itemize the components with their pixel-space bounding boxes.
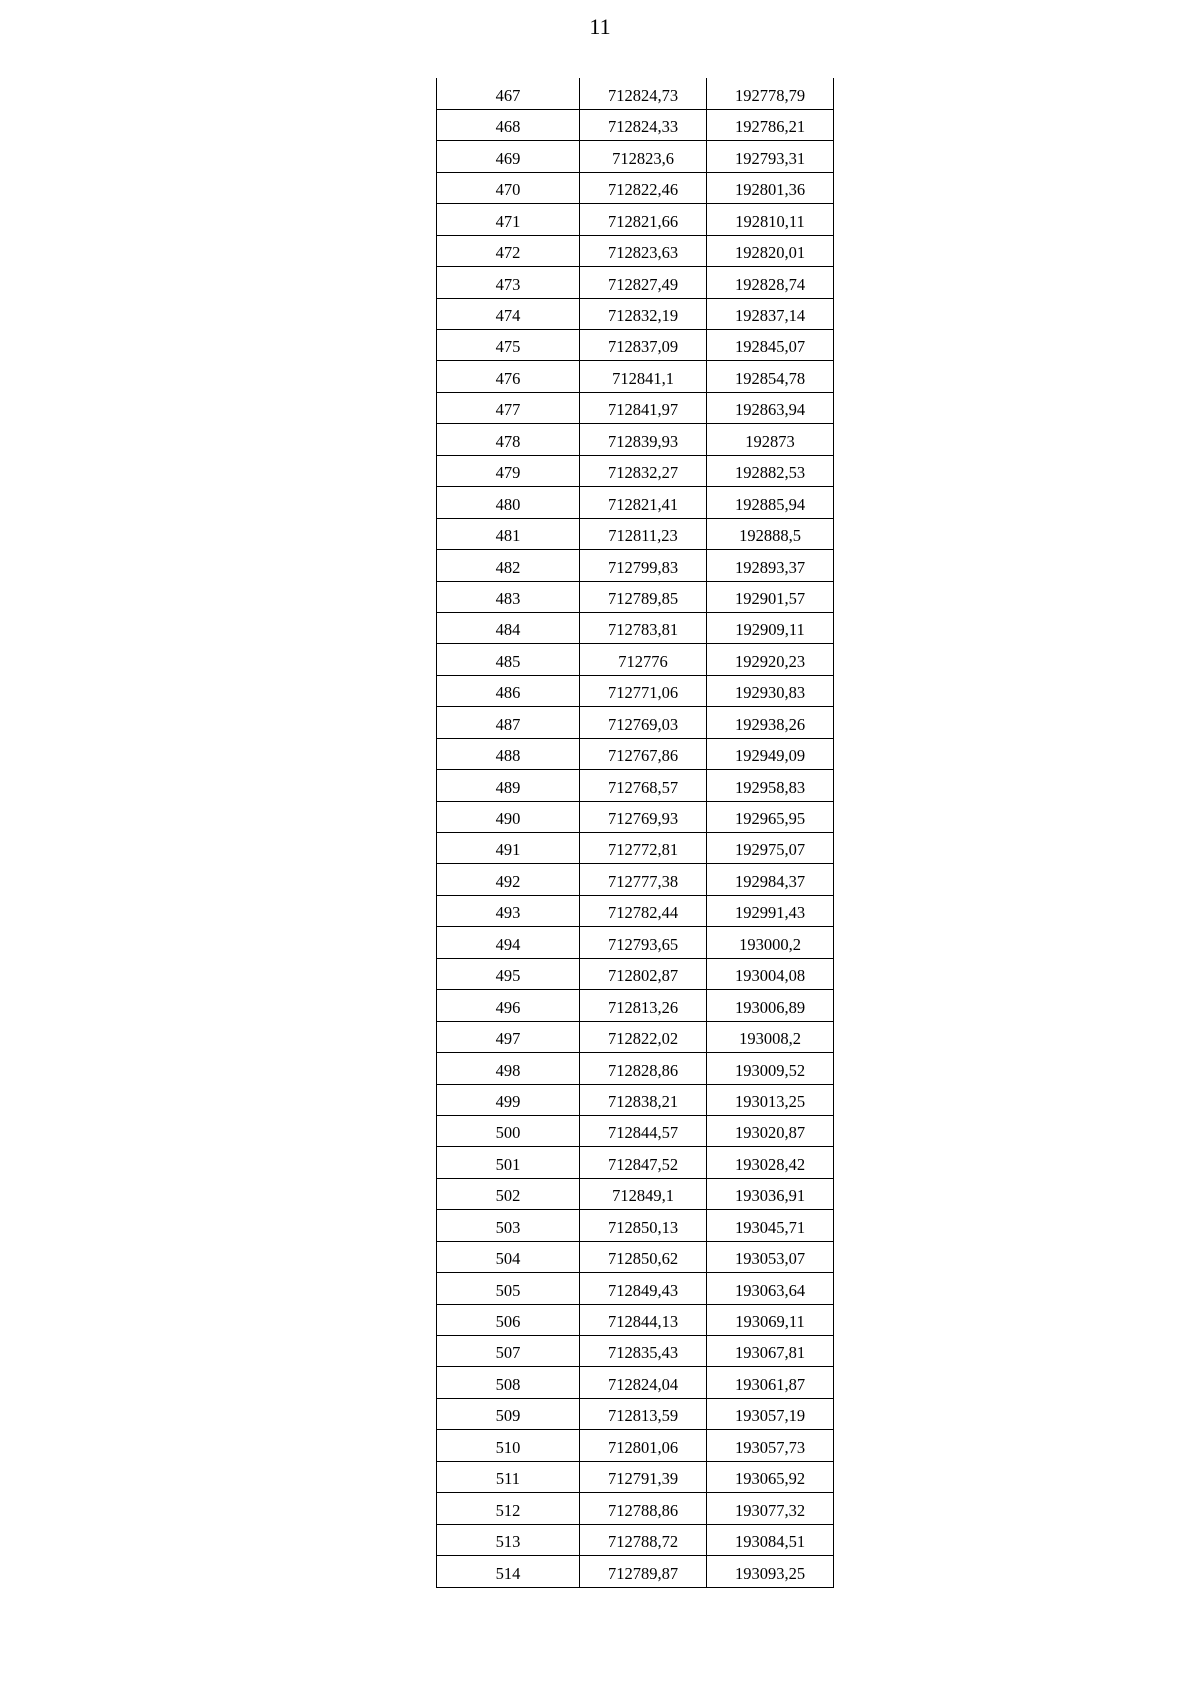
point-number-cell: 504 <box>437 1241 580 1272</box>
x-coordinate-cell: 712821,41 <box>580 487 707 518</box>
y-coordinate-cell: 193061,87 <box>707 1367 834 1398</box>
point-number-cell: 496 <box>437 990 580 1021</box>
table-row <box>437 864 834 895</box>
point-number-cell: 489 <box>437 770 580 801</box>
table-row <box>437 1178 834 1209</box>
table-row <box>437 392 834 423</box>
point-number-cell: 472 <box>437 235 580 266</box>
y-coordinate-cell: 193045,71 <box>707 1210 834 1241</box>
y-coordinate-cell: 192930,83 <box>707 675 834 706</box>
point-number-cell: 491 <box>437 833 580 864</box>
y-coordinate-cell: 193013,25 <box>707 1084 834 1115</box>
table-row <box>437 330 834 361</box>
x-coordinate-cell: 712832,19 <box>580 298 707 329</box>
x-coordinate-cell: 712769,93 <box>580 801 707 832</box>
x-coordinate-cell: 712838,21 <box>580 1084 707 1115</box>
y-coordinate-cell: 192888,5 <box>707 518 834 549</box>
y-coordinate-cell: 193009,52 <box>707 1053 834 1084</box>
x-coordinate-cell: 712801,06 <box>580 1430 707 1461</box>
y-coordinate-cell: 192949,09 <box>707 738 834 769</box>
y-coordinate-cell: 192885,94 <box>707 487 834 518</box>
table-row <box>437 1084 834 1115</box>
x-coordinate-cell: 712771,06 <box>580 675 707 706</box>
point-number-cell: 468 <box>437 109 580 140</box>
y-coordinate-cell: 192845,07 <box>707 330 834 361</box>
coordinates-table <box>436 78 834 1588</box>
point-number-cell: 469 <box>437 141 580 172</box>
point-number-cell: 477 <box>437 392 580 423</box>
y-coordinate-cell: 192882,53 <box>707 455 834 486</box>
x-coordinate-cell: 712824,73 <box>580 78 707 109</box>
y-coordinate-cell: 192984,37 <box>707 864 834 895</box>
table-row <box>437 770 834 801</box>
table-row <box>437 833 834 864</box>
point-number-cell: 478 <box>437 424 580 455</box>
x-coordinate-cell: 712821,66 <box>580 204 707 235</box>
point-number-cell: 507 <box>437 1336 580 1367</box>
x-coordinate-cell: 712782,44 <box>580 895 707 926</box>
table-row <box>437 675 834 706</box>
table-row <box>437 581 834 612</box>
y-coordinate-cell: 193065,92 <box>707 1461 834 1492</box>
y-coordinate-cell: 192965,95 <box>707 801 834 832</box>
table-row <box>437 1367 834 1398</box>
table-row <box>437 612 834 643</box>
x-coordinate-cell: 712783,81 <box>580 612 707 643</box>
x-coordinate-cell: 712824,33 <box>580 109 707 140</box>
point-number-cell: 499 <box>437 1084 580 1115</box>
x-coordinate-cell: 712767,86 <box>580 738 707 769</box>
y-coordinate-cell: 193004,08 <box>707 958 834 989</box>
x-coordinate-cell: 712813,59 <box>580 1398 707 1429</box>
table-row <box>437 1115 834 1146</box>
point-number-cell: 471 <box>437 204 580 235</box>
table-row <box>437 78 834 109</box>
table-row <box>437 1524 834 1555</box>
point-number-cell: 483 <box>437 581 580 612</box>
table-row <box>437 1556 834 1587</box>
table-row <box>437 1336 834 1367</box>
table-row <box>437 1210 834 1241</box>
y-coordinate-cell: 193000,2 <box>707 927 834 958</box>
point-number-cell: 479 <box>437 455 580 486</box>
x-coordinate-cell: 712850,13 <box>580 1210 707 1241</box>
y-coordinate-cell: 192873 <box>707 424 834 455</box>
x-coordinate-cell: 712788,72 <box>580 1524 707 1555</box>
y-coordinate-cell: 193063,64 <box>707 1273 834 1304</box>
x-coordinate-cell: 712789,85 <box>580 581 707 612</box>
y-coordinate-cell: 193053,07 <box>707 1241 834 1272</box>
point-number-cell: 503 <box>437 1210 580 1241</box>
table-row <box>437 1304 834 1335</box>
point-number-cell: 498 <box>437 1053 580 1084</box>
point-number-cell: 486 <box>437 675 580 706</box>
y-coordinate-cell: 193020,87 <box>707 1115 834 1146</box>
point-number-cell: 508 <box>437 1367 580 1398</box>
point-number-cell: 510 <box>437 1430 580 1461</box>
x-coordinate-cell: 712824,04 <box>580 1367 707 1398</box>
point-number-cell: 488 <box>437 738 580 769</box>
point-number-cell: 495 <box>437 958 580 989</box>
x-coordinate-cell: 712791,39 <box>580 1461 707 1492</box>
point-number-cell: 480 <box>437 487 580 518</box>
point-number-cell: 511 <box>437 1461 580 1492</box>
point-number-cell: 474 <box>437 298 580 329</box>
point-number-cell: 501 <box>437 1147 580 1178</box>
table-row <box>437 927 834 958</box>
point-number-cell: 509 <box>437 1398 580 1429</box>
y-coordinate-cell: 192854,78 <box>707 361 834 392</box>
x-coordinate-cell: 712772,81 <box>580 833 707 864</box>
table-row <box>437 1021 834 1052</box>
y-coordinate-cell: 193008,2 <box>707 1021 834 1052</box>
x-coordinate-cell: 712793,65 <box>580 927 707 958</box>
y-coordinate-cell: 192958,83 <box>707 770 834 801</box>
point-number-cell: 497 <box>437 1021 580 1052</box>
y-coordinate-cell: 192938,26 <box>707 707 834 738</box>
table-row <box>437 235 834 266</box>
point-number-cell: 475 <box>437 330 580 361</box>
y-coordinate-cell: 193006,89 <box>707 990 834 1021</box>
point-number-cell: 506 <box>437 1304 580 1335</box>
point-number-cell: 485 <box>437 644 580 675</box>
table-row <box>437 204 834 235</box>
table-row <box>437 801 834 832</box>
point-number-cell: 482 <box>437 550 580 581</box>
table-row <box>437 707 834 738</box>
table-row <box>437 550 834 581</box>
y-coordinate-cell: 192901,57 <box>707 581 834 612</box>
x-coordinate-cell: 712769,03 <box>580 707 707 738</box>
x-coordinate-cell: 712844,57 <box>580 1115 707 1146</box>
point-number-cell: 492 <box>437 864 580 895</box>
y-coordinate-cell: 192820,01 <box>707 235 834 266</box>
x-coordinate-cell: 712847,52 <box>580 1147 707 1178</box>
coordinates-table-body <box>437 78 834 1587</box>
table-row <box>437 361 834 392</box>
y-coordinate-cell: 193028,42 <box>707 1147 834 1178</box>
y-coordinate-cell: 192793,31 <box>707 141 834 172</box>
point-number-cell: 512 <box>437 1493 580 1524</box>
y-coordinate-cell: 193069,11 <box>707 1304 834 1335</box>
point-number-cell: 470 <box>437 172 580 203</box>
table-row <box>437 1241 834 1272</box>
table-row <box>437 1273 834 1304</box>
table-row <box>437 172 834 203</box>
x-coordinate-cell: 712813,26 <box>580 990 707 1021</box>
point-number-cell: 514 <box>437 1556 580 1587</box>
x-coordinate-cell: 712827,49 <box>580 267 707 298</box>
y-coordinate-cell: 192810,11 <box>707 204 834 235</box>
table-row <box>437 109 834 140</box>
point-number-cell: 484 <box>437 612 580 643</box>
x-coordinate-cell: 712768,57 <box>580 770 707 801</box>
table-row <box>437 298 834 329</box>
table-row <box>437 1147 834 1178</box>
x-coordinate-cell: 712832,27 <box>580 455 707 486</box>
x-coordinate-cell: 712822,02 <box>580 1021 707 1052</box>
table-row <box>437 424 834 455</box>
y-coordinate-cell: 193057,19 <box>707 1398 834 1429</box>
point-number-cell: 490 <box>437 801 580 832</box>
y-coordinate-cell: 192837,14 <box>707 298 834 329</box>
y-coordinate-cell: 193077,32 <box>707 1493 834 1524</box>
x-coordinate-cell: 712776 <box>580 644 707 675</box>
point-number-cell: 505 <box>437 1273 580 1304</box>
point-number-cell: 481 <box>437 518 580 549</box>
x-coordinate-cell: 712849,43 <box>580 1273 707 1304</box>
y-coordinate-cell: 193067,81 <box>707 1336 834 1367</box>
y-coordinate-cell: 192863,94 <box>707 392 834 423</box>
table-row <box>437 1493 834 1524</box>
x-coordinate-cell: 712789,87 <box>580 1556 707 1587</box>
table-row <box>437 487 834 518</box>
x-coordinate-cell: 712844,13 <box>580 1304 707 1335</box>
table-row <box>437 267 834 298</box>
x-coordinate-cell: 712823,6 <box>580 141 707 172</box>
point-number-cell: 493 <box>437 895 580 926</box>
table-row <box>437 1430 834 1461</box>
y-coordinate-cell: 192975,07 <box>707 833 834 864</box>
x-coordinate-cell: 712822,46 <box>580 172 707 203</box>
point-number-cell: 476 <box>437 361 580 392</box>
table-row <box>437 644 834 675</box>
y-coordinate-cell: 192920,23 <box>707 644 834 675</box>
table-row <box>437 141 834 172</box>
x-coordinate-cell: 712802,87 <box>580 958 707 989</box>
x-coordinate-cell: 712835,43 <box>580 1336 707 1367</box>
y-coordinate-cell: 192991,43 <box>707 895 834 926</box>
point-number-cell: 502 <box>437 1178 580 1209</box>
table-row <box>437 958 834 989</box>
y-coordinate-cell: 193093,25 <box>707 1556 834 1587</box>
x-coordinate-cell: 712837,09 <box>580 330 707 361</box>
point-number-cell: 494 <box>437 927 580 958</box>
x-coordinate-cell: 712849,1 <box>580 1178 707 1209</box>
y-coordinate-cell: 193084,51 <box>707 1524 834 1555</box>
x-coordinate-cell: 712799,83 <box>580 550 707 581</box>
x-coordinate-cell: 712828,86 <box>580 1053 707 1084</box>
y-coordinate-cell: 192778,79 <box>707 78 834 109</box>
x-coordinate-cell: 712841,97 <box>580 392 707 423</box>
y-coordinate-cell: 192801,36 <box>707 172 834 203</box>
table-row <box>437 738 834 769</box>
table-row <box>437 455 834 486</box>
point-number-cell: 473 <box>437 267 580 298</box>
point-number-cell: 500 <box>437 1115 580 1146</box>
point-number-cell: 487 <box>437 707 580 738</box>
x-coordinate-cell: 712839,93 <box>580 424 707 455</box>
table-row <box>437 1398 834 1429</box>
table-row <box>437 1461 834 1492</box>
x-coordinate-cell: 712788,86 <box>580 1493 707 1524</box>
point-number-cell: 513 <box>437 1524 580 1555</box>
x-coordinate-cell: 712823,63 <box>580 235 707 266</box>
y-coordinate-cell: 192786,21 <box>707 109 834 140</box>
table-row <box>437 990 834 1021</box>
y-coordinate-cell: 192909,11 <box>707 612 834 643</box>
y-coordinate-cell: 193057,73 <box>707 1430 834 1461</box>
x-coordinate-cell: 712841,1 <box>580 361 707 392</box>
y-coordinate-cell: 192828,74 <box>707 267 834 298</box>
x-coordinate-cell: 712777,38 <box>580 864 707 895</box>
table-row <box>437 1053 834 1084</box>
table-row <box>437 518 834 549</box>
page-number: 11 <box>589 14 611 39</box>
x-coordinate-cell: 712850,62 <box>580 1241 707 1272</box>
table-row <box>437 895 834 926</box>
y-coordinate-cell: 193036,91 <box>707 1178 834 1209</box>
y-coordinate-cell: 192893,37 <box>707 550 834 581</box>
x-coordinate-cell: 712811,23 <box>580 518 707 549</box>
point-number-cell: 467 <box>437 78 580 109</box>
